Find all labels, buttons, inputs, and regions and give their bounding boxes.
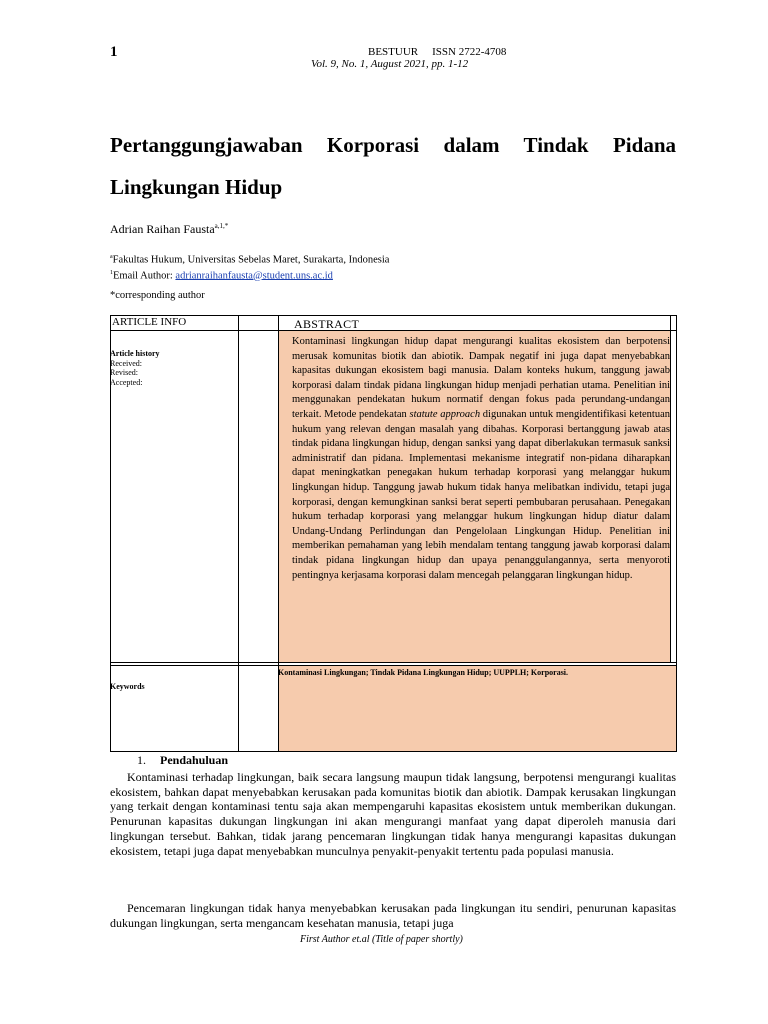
section-title: Pendahuluan	[160, 753, 229, 767]
table-border-bottom	[110, 751, 677, 752]
article-info-label: ARTICLE INFO	[112, 316, 187, 328]
table-border-col3	[670, 315, 671, 663]
page-number: 1	[110, 44, 118, 60]
journal-issn: ISSN 2722-4708	[432, 46, 507, 58]
volume-info: Vol. 9, No. 1, August 2021, pp. 1-12	[311, 58, 469, 70]
table-border-right	[676, 315, 677, 752]
table-border-mid	[110, 662, 677, 663]
author-superscript: a,1,*	[214, 222, 229, 230]
revised-label: Revised:	[110, 368, 138, 377]
section-heading	[137, 753, 228, 768]
article-info-table	[110, 315, 677, 752]
journal-name: BESTUUR	[368, 46, 419, 58]
abstract-italic-term: statute approach	[409, 408, 481, 420]
abstract-text: Kontaminasi lingkungan hidup dapat mengurangi kualitas ekosistem dan berpotensi merusak komunitas biotik dan abiotik. Dampak negatif ini juga dapat menyebabkan kapasitas dukungan ekosistem bagi manusia. Dalam konteks hukum, tanggung jawab korporasi dalam tindak pidana lingkungan hidup menjadi perhatian utama. Penelitian ini menggunakan pendekatan hukum normatif dengan fokus pada perundang-undangan terkait. Metode pendekatan statute approach digunakan untuk mengidentifikasi ketentuan hukum yang relevan dengan masalah yang dibahas. Korporasi bertanggung jawab atas tindak pidana lingkungan hidup, dengan sanksi yang dapat diberlakukan termasuk sanksi administratif dan pidana. Implementasi mekanisme integratif non-pidana diharapkan dapat meningkatkan penegakan hukum terhadap korporasi yang melanggar hukum lingkungan hidup. Tanggung jawab hukum tidak hanya melibatkan individu, tetapi juga korporasi, dengan kemungkinan sanksi berat seperti pembubaran perusahaan. Penegakan hukum terhadap korporasi yang melanggar hukum lingkungan hidup diatur dalam Undang-Undang Perlindungan dan Pengelolaan Lingkungan Hidup. Penelitian ini memberikan pemahaman yang lebih mendalam tentang tanggung jawab korporasi dalam tindak pidana lingkungan hidup dan upaya penanggulangannya, serta menyoroti pentingnya kerjasama korporasi dalam mencegah pelanggaran lingkungan hidup.	[292, 336, 670, 581]
paragraph-2: Pencemaran lingkungan tidak hanya menyebabkan kerusakan pada lingkungan itu sendiri, penurunan kapasitas dukungan lingkungan, serta mengancam kesehatan manusia, tetapi juga	[110, 901, 676, 930]
corresponding-note: *corresponding author	[110, 290, 205, 301]
journal-header	[368, 46, 506, 58]
article-history-label: Article history	[110, 349, 160, 358]
affiliation-block	[110, 251, 389, 282]
table-border-col2	[278, 315, 279, 752]
section-number: 1.	[137, 753, 146, 767]
author-name: Adrian Raihan Fausta	[110, 222, 215, 236]
keywords-label: Keywords	[110, 682, 145, 691]
paragraph-1: Kontaminasi terhadap lingkungan, baik secara langsung maupun tidak langsung, berpotensi mengurangi kualitas ekosistem, bahkan dapat menyebabkan kerusakan pada komunitas biotik dan abiotik. Dampak kerusakan lingkungan yang terkait dengan kontaminasi tentu saja akan mempengaruhi kapasitas ekosistem untuk memberikan dukungan. Penurunan kapasitas dukungan lingkungan ini akan mengurangi manfaat yang dapat diperoleh manusia dari lingkungan tersebut. Bahkan, tidak jarang pencemaran lingkungan tidak hanya mengurangi kapasitas dukungan ekosistem, tetapi juga dapat menyebabkan munculnya penyakit-penyakit tertentu pada populasi manusia.	[110, 770, 676, 858]
table-border-mid2	[110, 665, 677, 666]
accepted-label: Accepted:	[110, 377, 143, 387]
affiliation-line: $^a$Fakultas Hukum, Universitas Sebelas Maret, Surakarta, Indonesia	[110, 254, 390, 266]
abstract-label: ABSTRACT	[294, 317, 360, 331]
keywords-background	[278, 665, 677, 752]
paper-title: Pertanggungjawaban Korporasi dalam Tindak Pidana Lingkungan Hidup	[110, 133, 676, 199]
table-border-header	[110, 330, 677, 331]
author-line	[110, 222, 228, 237]
table-border-col1	[238, 315, 239, 752]
email-link[interactable]: adrianraihanfausta@student.uns.ac.id	[175, 270, 333, 281]
table-border-top	[110, 315, 677, 316]
page-footer: First Author et.al (Title of paper shortly)	[300, 934, 463, 945]
received-label: Received:	[110, 358, 142, 368]
email-line: $^1$Email Author: adrianraihanfausta@student.uns.ac.id	[110, 269, 333, 281]
keywords-text: Kontaminasi Lingkungan; Tindak Pidana Lingkungan Hidup; UUPPLH; Korporasi.	[278, 668, 569, 677]
article-history	[110, 349, 160, 387]
